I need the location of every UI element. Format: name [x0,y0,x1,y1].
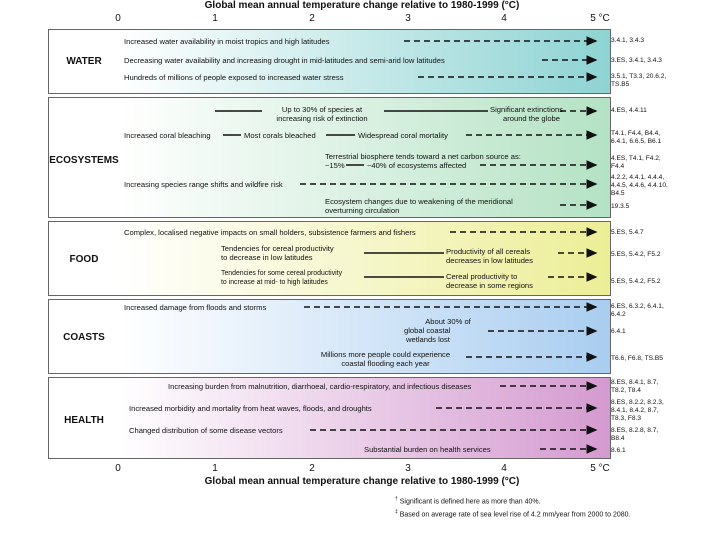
reference: 4.ES, T4.1, F4.2, [611,155,661,162]
impact-text: Terrestrial biosphere tends toward a net carbon source as: [325,152,521,161]
impact-text: Increased morbidity and mortality from heat waves, floods, and droughts [129,404,372,413]
reference: 6.ES, 6.3.2, 6.4.1, [611,303,664,310]
reference: 3.5.1, T3.3, 20.6.2, [611,73,667,80]
impact-text: global coastal [404,326,451,335]
reference: B8.4 [611,435,625,442]
axis-tick-top: 5 °C [590,13,610,24]
footnote-text: Based on average rate of sea level rise of 4.2 mm/year from 2000 to 2080. [399,511,631,519]
impact-text: decrease in some regions [446,281,533,290]
impact-text: Increased damage from floods and storms [124,303,267,312]
reference: 3.ES, 3.4.1, 3.4.3 [611,57,662,64]
axis-tick-top: 1 [212,13,218,24]
impact-text: About 30% of [425,317,471,326]
impact-text: ~40% of ecosystems affected [367,161,467,170]
axis-tick-top: 0 [115,13,121,24]
axis-tick-bottom: 1 [212,463,218,474]
reference: T6.6, F6.8, TS.B5 [611,355,663,362]
axis-tick-top: 4 [501,13,507,24]
impact-text: to increase at mid- to high latitudes [221,279,328,286]
reference: 4.2.2, 4.4.1, 4.4.4, [611,174,665,181]
impact-text: Up to 30% of species at [281,105,363,114]
reference: T8.2, T8.4 [611,387,641,394]
reference: 19.3.5 [611,203,630,210]
sector-label-food: FOOD [69,254,99,265]
reference: 3.4.1, 3.4.3 [611,37,644,44]
impact-text: Increased coral bleaching [124,131,211,140]
reference: 6.4.2 [611,311,626,318]
footnote-text: Significant is defined here as more than 40%. [399,498,541,506]
reference: F4.4 [611,163,625,170]
axis-tick-top: 3 [405,13,411,24]
axis-tick-bottom: 5 °C [590,463,610,474]
impact-text: Most corals bleached [244,131,316,140]
sector-label-ecosystems: ECOSYSTEMS [49,155,119,166]
reference: T4.1, F4.4, B4.4, [611,130,661,137]
impact-text: Ecosystem changes due to weakening of the meridional [325,197,513,206]
footnote-mark: † [395,496,398,502]
footnote-mark: ‡ [395,509,398,515]
axis-title-bottom: Global mean annual temperature change relative to 1980-1999 (°C) [204,476,520,487]
impact-text: overturning circulation [325,206,400,215]
axis-title-top: Global mean annual temperature change relative to 1980-1999 (°C) [204,0,520,11]
reference: 5.ES, 5.4.2, F5.2 [611,251,661,258]
reference: 8.ES, 8.4.1, 8.7, [611,379,659,386]
reference: 4.4.5, 4.4.6, 4.4.10, [611,182,668,189]
reference: 8.ES, 8.2.8, 8.7, [611,427,659,434]
axis-tick-bottom: 0 [115,463,121,474]
impact-text: decreases in low latitudes [446,256,533,265]
reference: 8.4.1, 8.4.2, 8.7, [611,407,659,414]
reference: 8.6.1 [611,447,626,454]
impact-text: Hundreds of millions of people exposed to increased water stress [124,73,344,82]
sector-label-health: HEALTH [64,415,104,426]
reference: TS.B5 [611,81,630,88]
impact-text: coastal flooding each year [341,359,430,368]
impact-text: Significant extinctions [490,105,564,114]
axis-tick-bottom: 3 [405,463,411,474]
impact-text: Tendencies for some cereal productivity [221,270,343,277]
impact-text: Increased water availability in moist tropics and high latitudes [124,37,330,46]
impact-text: increasing risk of extinction [276,114,368,123]
impact-text: Changed distribution of some disease vectors [129,426,283,435]
reference: 6.4.1, 6.6.5, B6.1 [611,138,662,145]
axis-tick-bottom: 4 [501,463,507,474]
impact-text: around the globe [503,114,561,123]
impact-text: Increasing species range shifts and wildfire risk [124,180,283,189]
sector-label-water: WATER [66,56,102,67]
impact-text: Tendencies for cereal productivity [221,244,334,253]
impact-text: ~15% [325,161,345,170]
impact-text: Productivity of all cereals [446,247,530,256]
impact-text: Widespread coral mortality [358,131,448,140]
impact-text: Complex, localised negative impacts on small holders, subsistence farmers and fishers [124,228,416,237]
axis-tick-top: 2 [309,13,315,24]
reference: 5.ES, 5.4.2, F5.2 [611,278,661,285]
reference: 5.ES, 5.4.7 [611,229,644,236]
impact-text: Substantial burden on health services [364,445,491,454]
impact-text: Increasing burden from malnutrition, diarrhoeal, cardio-respiratory, and infectious diseases [168,382,472,391]
impact-text: Millions more people could experience [320,350,451,359]
reference: 4.ES, 4.4.11 [611,107,647,114]
impact-text: Decreasing water availability and increasing drought in mid-latitudes and semi-arid low latitudes [124,56,445,65]
impact-text: wetlands lost [406,335,450,344]
reference: B4.5 [611,190,625,197]
impact-text: to decrease in low latitudes [221,253,313,262]
axis-tick-bottom: 2 [309,463,315,474]
reference: 6.4.1 [611,328,626,335]
reference: T8.3, F8.3 [611,415,642,422]
sector-label-coasts: COASTS [63,332,105,343]
impact-text: Cereal productivity to [446,272,518,281]
reference: 8.ES, 8.2.2, 8.2.3, [611,399,664,406]
